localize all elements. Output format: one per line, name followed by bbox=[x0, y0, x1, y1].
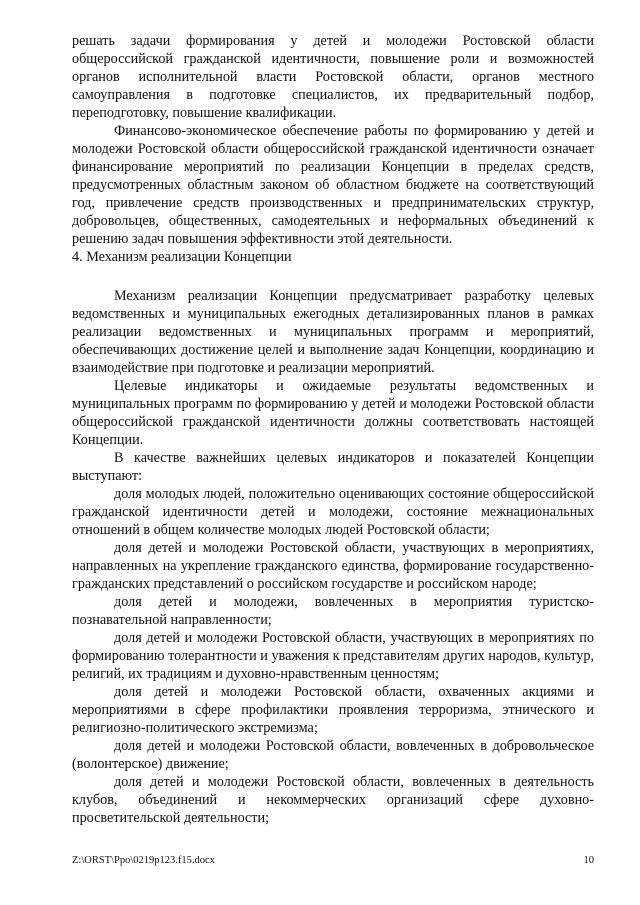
section-heading: 4. Механизм реализации Концепции bbox=[72, 249, 292, 265]
paragraph-financing: Финансово-экономическое обеспечение работы по формированию у детей и молодежи Ростовской области общероссийской гражданской идентичности означает финансирование мероприятий по реализации Концепции в пределах средств, предусмотренных областным законом об областном бюджете на соответствующий год, привлечение средств производственных и предпринимательских структур, добровольцев, общественных, самодеятельных и неформальных объединений к решению задач повышения эффективности этой деятельности. bbox=[72, 123, 594, 247]
paragraph-target-indicators: Целевые индикаторы и ожидаемые результаты ведомственных и муниципальных программ по формированию у детей и молодежи Ростовской области общероссийской гражданской идентичности должны соответствовать настоящей Концепции. bbox=[72, 378, 594, 448]
document-page bbox=[72, 32, 594, 827]
list-item: доля детей и молодежи, вовлеченных в мероприятия туристско-познавательной направленности; bbox=[72, 594, 594, 628]
list-item: доля молодых людей, положительно оценивающих состояние общероссийской гражданской идентичности детей и молодежи, состояние межнациональных отношений в общем количестве молодых людей Ростовской области; bbox=[72, 486, 594, 538]
paragraph-continuation: решать задачи формирования у детей и молодежи Ростовской области общероссийской гражданской идентичности, повышение роли и возможностей органов исполнительной власти Ростовской области, органов местного самоуправления в подготовке специалистов, их предварительный подбор, переподготовку, повышение квалификации. bbox=[72, 33, 594, 121]
footer-page-number: 10 bbox=[583, 855, 594, 866]
footer-file-path: Z:\ORST\Ppo\0219p123.f15.docx bbox=[72, 855, 215, 866]
paragraph-indicators-intro: В качестве важнейших целевых индикаторов и показателей Концепции выступают: bbox=[72, 450, 594, 484]
list-item: доля детей и молодежи Ростовской области, охваченных акциями и мероприятиями в сфере профилактики проявления терроризма, этнического и религиозно-политического экстремизма; bbox=[72, 684, 594, 736]
list-item: доля детей и молодежи Ростовской области, вовлеченных в добровольческое (волонтерское) движение; bbox=[72, 738, 594, 772]
list-item: доля детей и молодежи Ростовской области, участвующих в мероприятиях по формированию толерантности и уважения к представителям других народов, культур, религий, их традициям и духовно-нравственным ценностям; bbox=[72, 630, 594, 682]
list-item: доля детей и молодежи Ростовской области, вовлеченных в деятельность клубов, объединений и некоммерческих организаций сфере духовно-просветительской деятельности; bbox=[72, 774, 594, 826]
list-item: доля детей и молодежи Ростовской области, участвующих в мероприятиях, направленных на укрепление гражданского единства, формирование государственно-гражданских представлений о российском государстве и российском народе; bbox=[72, 540, 594, 592]
paragraph-mechanism: Механизм реализации Концепции предусматривает разработку целевых ведомственных и муниципальных ежегодных детализированных планов в рамках реализации ведомственных и муниципальных программ и мероприятий, обеспечивающих достижение целей и выполнение задач Концепции, координацию и взаимодействие при подготовке и реализации мероприятий. bbox=[72, 288, 594, 376]
